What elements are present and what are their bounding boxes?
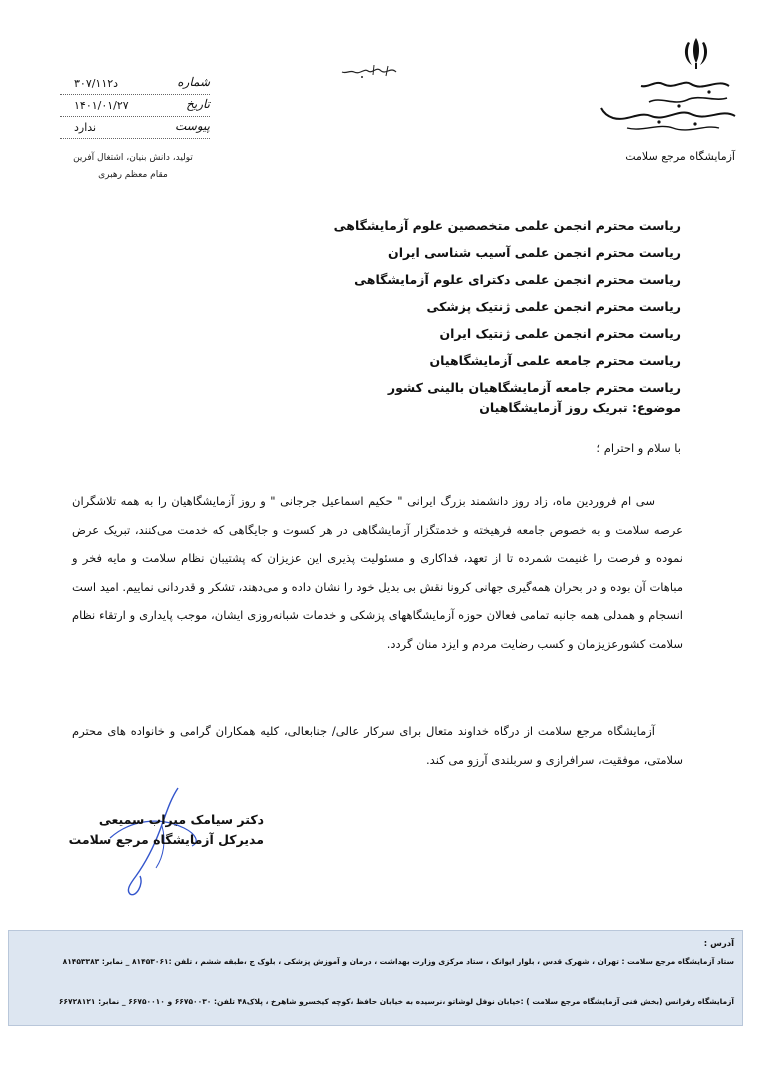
signer-title: مدیرکل آزمایشگاه مرجع سلامت (68, 832, 264, 847)
number-label: شماره (177, 75, 210, 89)
attachment-value: ندارد (74, 121, 97, 134)
number-row (60, 76, 210, 95)
basmala-calligraphy (340, 62, 398, 82)
lab-name: آزمایشگاه مرجع سلامت (625, 150, 735, 163)
letter-meta (60, 76, 210, 142)
recipient-line: ریاست محترم انجمن علمی آسیب شناسی ایران (388, 245, 681, 260)
recipient-line: ریاست محترم انجمن علمی ژنتیک ایران (439, 326, 681, 341)
date-label: تاریخ (186, 97, 210, 111)
greeting: با سلام و احترام ؛ (596, 441, 681, 455)
iran-emblem-logo (681, 36, 711, 70)
recipient-line: ریاست محترم جامعه آزمایشگاهیان بالینی کشور (387, 380, 681, 395)
recipient-line: ریاست محترم جامعه علمی آزمایشگاهیان (429, 353, 681, 368)
footer-title: آدرس : (703, 939, 734, 949)
ministry-calligraphy-logo (599, 72, 739, 138)
letter-body (72, 487, 683, 659)
slogan-text: تولید، دانش بنیان، اشتغال آفرین (73, 153, 193, 163)
footer-reference-lab-address: آزمایشگاه رفرانس (بخش فنی آزمایشگاه مرجع سلامت ) :خیابان نوفل لوشاتو ،نرسیده به خیابان حافظ ،کوچه کیخسرو شاهرخ ، پلاک۴۸ تلفن: ۶۶۷۵۰۰۳۰ و ۶۶۷۵۰۰۱۰ _ نمابر: ۶۶۷۲۸۱۲۱ (58, 997, 734, 1006)
date-row (60, 98, 210, 117)
slogan-attribution: مقام معظم رهبری (98, 170, 168, 180)
body-paragraph: سی ام فروردین ماه، زاد روز دانشمند بزرگ ایرانی " حکیم اسماعیل جرجانی " و روز آزمایشگاهیان را به همه تلاشگران عرصه سلامت و به خصوص جامعه فرهیخته و خدمتگزار آزمایشگاهی در هر کسوت و جایگاهی که خدمت می‌کنند، تبریک عرض نموده و فرصت را غنیمت شمرده تا از تعهد، فداکاری و مسئولیت پذیری این عزیزان که پشتیبان نظام سلامت و مایه فخر و مباهات آن بوده و در بحران همه‌گیری جهانی کرونا نقش بی بدیل خود را نشان داده و می‌دهند، تشکر و قدردانی نماییم. امید است انسجام و همدلی همه جانبه تمامی فعالان حوزه آزمایشگاههای پزشکی و خدمات شبانه‌روزی ایشان، موجب پایداری و ارتقاء نظام سلامت کشورعزیزمان و کسب رضایت مردم و ایزد منان گردد. (72, 494, 683, 651)
subject-line: موضوع: تبریک روز آزمایشگاهیان (479, 400, 681, 415)
recipient-line: ریاست محترم انجمن علمی ژنتیک پزشکی (426, 299, 681, 314)
letter-closing (72, 717, 683, 774)
closing-paragraph: آزمایشگاه مرجع سلامت از درگاه خداوند متعال برای سرکار عالی/ جنابعالی، کلیه همکاران گرامی و خانواده های محترم سلامتی، موفقیت، سرافرازی و سربلندی آرزو می کند. (72, 724, 683, 767)
number-value: د۳۰۷/۱۱۲ (74, 77, 119, 90)
footer-hq-address: ستاد آزمایشگاه مرجع سلامت : تهران ، شهرک قدس ، بلوار ایوانک ، ستاد مرکزی وزارت بهداشت ، درمان و آموزش پزشکی ، بلوک ج ،طبقه ششم ، تلفن :۸۱۴۵۳۰۶۱ _ نمابر: ۸۱۴۵۳۳۸۳ (62, 957, 734, 966)
attachment-label: پیوست (175, 119, 210, 133)
signer-name: دکتر سیامک میراب سمیعی (98, 812, 264, 827)
attachment-row (60, 120, 210, 139)
slogan (38, 150, 228, 184)
recipient-line: ریاست محترم انجمن علمی متخصصین علوم آزمایشگاهی (333, 218, 681, 233)
recipients-list (201, 212, 681, 401)
address-footer (8, 930, 743, 1026)
recipient-line: ریاست محترم انجمن علمی دکترای علوم آزمایشگاهی (354, 272, 681, 287)
date-value: ۱۴۰۱/۰۱/۲۷ (74, 99, 129, 112)
